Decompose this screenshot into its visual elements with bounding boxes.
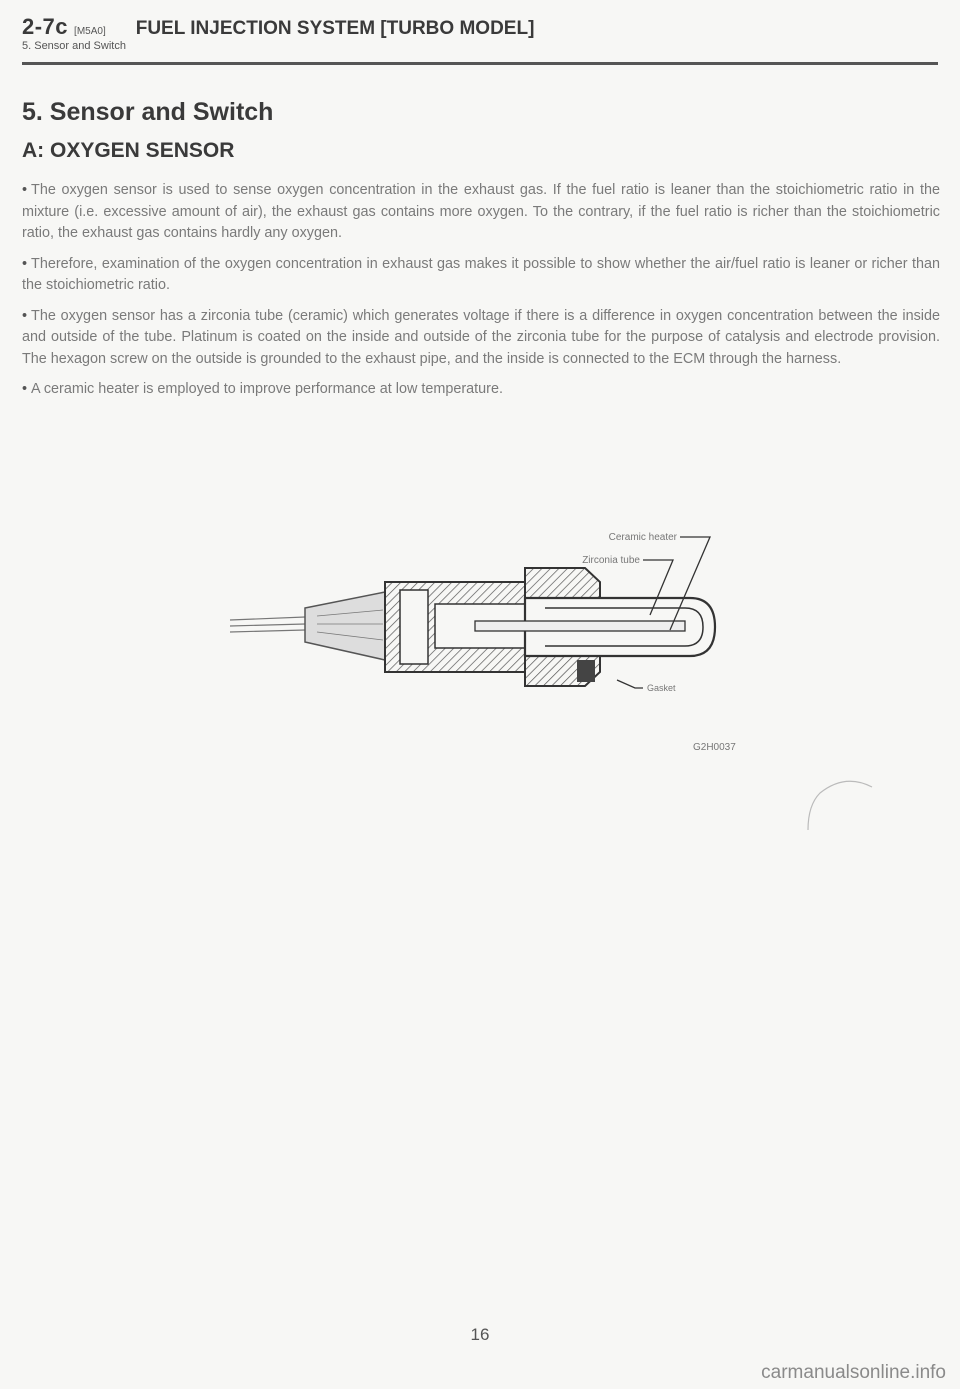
label-gasket: Gasket	[647, 683, 676, 693]
breadcrumb: 5. Sensor and Switch	[22, 40, 126, 52]
bullet-icon: •	[22, 381, 28, 397]
paragraph-text: Therefore, examination of the oxygen concentration in exhaust gas makes it possible to show whether the air/fuel ratio is leaner or richer than the stoichiometric ratio.	[22, 255, 940, 293]
header-title: FUEL INJECTION SYSTEM [TURBO MODEL]	[135, 18, 535, 39]
label-ceramic-heater: Ceramic heater	[608, 532, 677, 543]
section-code: 2-7c	[22, 14, 69, 39]
paragraph-text: A ceramic heater is employed to improve performance at low temperature.	[31, 381, 503, 397]
watermark: carmanualsonline.info	[761, 1362, 946, 1383]
figure-id: G2H0037	[693, 742, 736, 753]
wire-boot	[305, 592, 385, 660]
paragraph	[22, 180, 940, 245]
bullet-icon: •	[22, 182, 28, 198]
paragraph	[22, 379, 940, 401]
section-tag: [M5A0]	[74, 26, 106, 37]
oxygen-sensor-diagram	[225, 520, 745, 715]
label-zirconia-tube: Zirconia tube	[582, 555, 640, 566]
harness-wires	[230, 617, 305, 632]
paragraph-text: The oxygen sensor is used to sense oxygen concentration in the exhaust gas. If the fuel ratio is leaner than the stoichiometric ratio in the mixture (i.e. excessive amount of air), the exhaust gas contains more oxygen. To the contrary, if the fuel ratio is richer than the stoichiometric ratio, the exhaust gas contains hardly any oxygen.	[22, 182, 940, 241]
page-number: 16	[470, 1325, 490, 1344]
ceramic-heater	[475, 621, 685, 631]
paragraph	[22, 306, 940, 371]
body-text	[22, 180, 940, 410]
paragraph-text: The oxygen sensor has a zirconia tube (ceramic) which generates voltage if there is a difference in oxygen concentration between the inside and outside of the tube. Platinum is coated on the inside and outside of the zirconia tube for the purpose of catalysis and electrode provision. The hexagon screw on the outside is grounded to the exhaust pipe, and the inside is connected to the ECM through the harness.	[22, 307, 940, 367]
section-title: 5. Sensor and Switch	[22, 98, 274, 126]
scan-mark	[800, 775, 880, 835]
subsection-title: A: OXYGEN SENSOR	[22, 139, 235, 162]
page-header	[22, 14, 938, 52]
header-row	[22, 14, 938, 40]
header-rule	[22, 62, 938, 65]
bullet-icon: •	[22, 307, 28, 324]
gasket	[577, 660, 595, 682]
paragraph	[22, 254, 940, 297]
bullet-icon: •	[22, 255, 28, 272]
